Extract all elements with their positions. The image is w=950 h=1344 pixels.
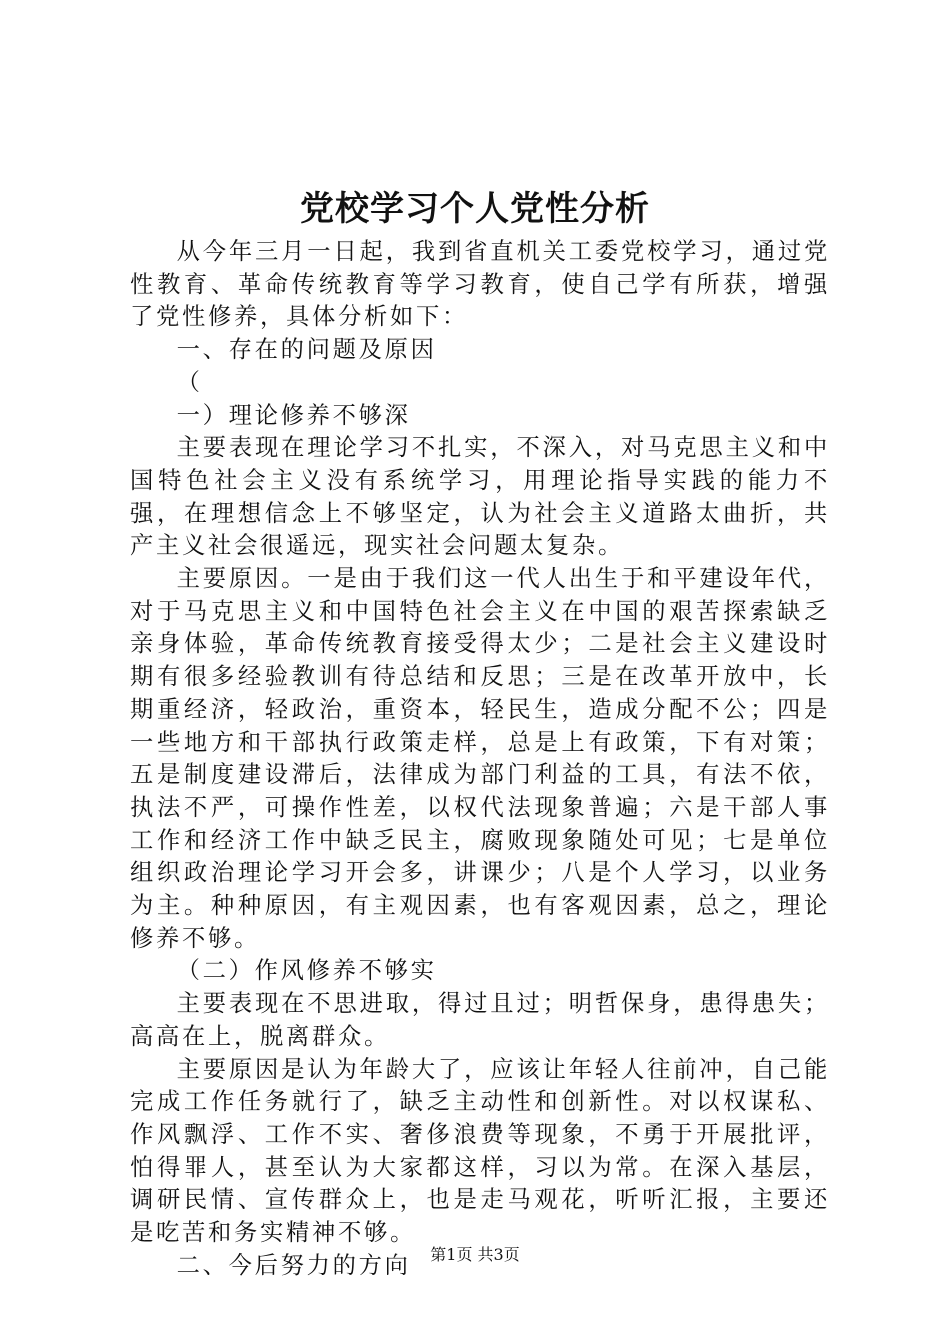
subsection-heading-2: （二）作风修养不够实 [176, 957, 437, 985]
subsection-heading-1: 一）理论修养不够深 [176, 401, 411, 429]
paragraph-style-manifestation: 主要表现在不思进取，得过且过；明哲保身，患得患失；高高在上，脱离群众。 [130, 990, 830, 1050]
paragraph-theory-manifestation: 主要表现在理论学习不扎实，不深入，对马克思主义和中国特色社会主义没有系统学习，用理论指导实践的能力不强，在理想信念上不够坚定，认为社会主义道路太曲折，共产主义社会很遥远，现实社会问题太复杂。 [130, 434, 830, 560]
section-heading-1: 一、存在的问题及原因 [176, 336, 437, 364]
paragraph-intro: 从今年三月一日起，我到省直机关工委党校学习，通过党性教育、革命传统教育等学习教育，使自己学有所获，增强了党性修养，具体分析如下： [130, 238, 830, 331]
paragraph-style-causes: 主要原因是认为年龄大了，应该让年轻人往前冲，自己能完成工作任务就行了，缺乏主动性和创新性。对以权谋私、作风飘浮、工作不实、奢侈浪费等现象，不勇于开展批评，怕得罪人，甚至认为大家都这样，习以为常。在深入基层，调研民情、宣传群众上，也是走马观花，听听汇报，主要还是吃苦和务实精神不够。 [130, 1055, 830, 1247]
paragraph-bracket: （ [176, 368, 203, 396]
document-body [130, 236, 830, 1283]
page-footer: 第1页 共3页 [430, 1245, 520, 1264]
paragraph-theory-causes: 主要原因。一是由于我们这一代人出生于和平建设年代，对于马克思主义和中国特色社会主义在中国的艰苦探索缺乏亲身体验，革命传统教育接受得太少；二是社会主义建设时期有很多经验教训有待总结和反思；三是在改革开放中，长期重经济，轻政治，重资本，轻民生，造成分配不公；四是一些地方和干部执行政策走样，总是上有政策，下有对策；五是制度建设滞后，法律成为部门利益的工具，有法不依，执法不严，可操作性差，以权代法现象普遍；六是干部人事工作和经济工作中缺乏民主，腐败现象随处可见；七是单位组织政治理论学习开会多，讲课少；八是个人学习，以业务为主。种种原因，有主观因素，也有客观因素，总之，理论修养不够。 [130, 565, 830, 952]
section-heading-2: 二、今后努力的方向 [176, 1251, 411, 1279]
document-title: 党校学习个人党性分析 [300, 189, 650, 229]
